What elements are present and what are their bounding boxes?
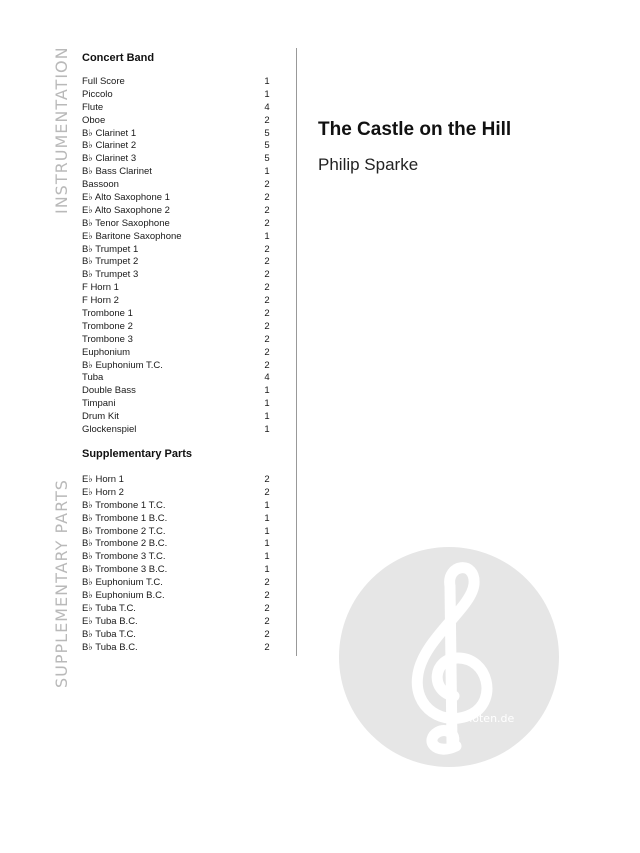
- part-row: [82, 244, 272, 257]
- part-name: B♭ Trombone 3 B.C.: [82, 564, 168, 576]
- part-row: [82, 424, 272, 437]
- part-count: 1: [264, 525, 270, 537]
- part-count: 2: [264, 346, 270, 358]
- part-row: [82, 231, 272, 244]
- part-count: 2: [264, 474, 270, 485]
- part-name: Trombone 3: [82, 333, 133, 345]
- part-row: [82, 360, 272, 373]
- part-count: 1: [264, 411, 270, 423]
- part-name: B♭ Clarinet 2: [82, 140, 137, 152]
- part-count: 4: [264, 372, 270, 384]
- composer-name: Philip Sparke: [318, 155, 419, 174]
- part-row: [82, 347, 272, 360]
- part-count: 2: [264, 615, 270, 627]
- part-count: 5: [264, 140, 270, 152]
- part-count: 1: [264, 551, 270, 563]
- part-count: 2: [264, 590, 270, 602]
- column-divider: [296, 48, 297, 656]
- part-name: B♭ Trombone 1 T.C.: [82, 499, 166, 511]
- part-count: 2: [264, 320, 270, 332]
- part-name: B♭ Euphonium T.C.: [82, 577, 163, 589]
- part-row: [82, 192, 272, 205]
- part-count: 2: [264, 577, 270, 589]
- part-row: [82, 205, 272, 218]
- part-row: [82, 616, 272, 629]
- part-row: [82, 629, 272, 642]
- part-name: B♭ Tenor Saxophone: [82, 217, 170, 229]
- part-name: Oboe: [82, 114, 106, 126]
- part-count: 1: [264, 564, 270, 576]
- part-name: E♭ Tuba T.C.: [82, 602, 136, 614]
- part-row: [82, 295, 272, 308]
- part-name: Glockenspiel: [82, 424, 137, 436]
- part-row: [82, 642, 272, 655]
- part-name: B♭ Tuba T.C.: [82, 628, 136, 640]
- part-name: B♭ Tuba B.C.: [82, 641, 138, 653]
- part-row: [82, 474, 272, 487]
- part-name: Piccolo: [82, 88, 113, 100]
- part-count: 2: [264, 204, 270, 216]
- part-row: [82, 411, 272, 424]
- part-row: [82, 153, 272, 166]
- instrumentation-side-label: INSTRUMENTATION: [52, 46, 71, 214]
- part-row: [82, 551, 272, 564]
- part-name: B♭ Trumpet 1: [82, 243, 139, 255]
- part-count: 2: [264, 602, 270, 614]
- part-name: B♭ Trombone 1 B.C.: [82, 512, 168, 524]
- part-row: [82, 577, 272, 590]
- part-count: 2: [264, 486, 270, 498]
- supplementary-parts-heading: Supplementary Parts: [82, 448, 193, 460]
- part-count: 2: [264, 179, 270, 191]
- part-row: [82, 102, 272, 115]
- part-row: [82, 128, 272, 141]
- part-name: B♭ Bass Clarinet: [82, 166, 152, 178]
- part-row: [82, 500, 272, 513]
- part-row: [82, 334, 272, 347]
- part-count: 1: [264, 230, 270, 242]
- part-row: [82, 487, 272, 500]
- part-row: [82, 372, 272, 385]
- part-name: B♭ Trombone 2 B.C.: [82, 538, 168, 550]
- part-row: [82, 166, 272, 179]
- part-name: Drum Kit: [82, 411, 119, 423]
- part-count: 2: [264, 308, 270, 320]
- part-name: F Horn 2: [82, 295, 119, 307]
- part-count: 2: [264, 243, 270, 255]
- part-count: 2: [264, 282, 270, 294]
- part-name: Timpani: [82, 398, 116, 410]
- part-count: 4: [264, 101, 270, 113]
- part-name: Euphonium: [82, 346, 131, 358]
- part-count: 1: [264, 538, 270, 550]
- part-count: 2: [264, 114, 270, 126]
- part-row: [82, 76, 272, 89]
- part-name: Trombone 2: [82, 320, 133, 332]
- part-name: F Horn 1: [82, 282, 119, 294]
- part-name: B♭ Euphonium B.C.: [82, 590, 165, 602]
- part-count: 1: [264, 385, 270, 397]
- treble-clef-icon: [338, 546, 560, 768]
- part-row: [82, 603, 272, 616]
- part-count: 5: [264, 127, 270, 139]
- part-row: [82, 282, 272, 295]
- part-count: 2: [264, 217, 270, 229]
- part-name: B♭ Trombone 3 T.C.: [82, 551, 166, 563]
- part-count: 1: [264, 166, 270, 178]
- part-row: [82, 513, 272, 526]
- part-row: [82, 398, 272, 411]
- part-row: [82, 269, 272, 282]
- part-count: 2: [264, 256, 270, 268]
- part-count: 2: [264, 295, 270, 307]
- part-row: [82, 115, 272, 128]
- part-row: [82, 89, 272, 102]
- part-row: [82, 140, 272, 153]
- part-count: 1: [264, 512, 270, 524]
- part-row: [82, 590, 272, 603]
- supplementary-part-list: [82, 474, 272, 654]
- part-count: 2: [264, 359, 270, 371]
- part-name: B♭ Trombone 2 T.C.: [82, 525, 166, 537]
- part-row: [82, 308, 272, 321]
- part-row: [82, 538, 272, 551]
- part-count: 2: [264, 269, 270, 281]
- part-name: B♭ Euphonium T.C.: [82, 359, 163, 371]
- piece-title: The Castle on the Hill: [318, 119, 512, 140]
- concert-band-heading: Concert Band: [82, 52, 155, 64]
- part-row: [82, 385, 272, 398]
- part-name: E♭ Alto Saxophone 2: [82, 204, 170, 216]
- part-row: [82, 321, 272, 334]
- part-count: 2: [264, 333, 270, 345]
- part-count: 2: [264, 192, 270, 204]
- part-name: Double Bass: [82, 385, 136, 397]
- part-name: E♭ Horn 2: [82, 486, 124, 498]
- watermark-text: alle-noten.de: [441, 712, 515, 725]
- part-count: 5: [264, 153, 270, 165]
- part-name: E♭ Alto Saxophone 1: [82, 192, 170, 204]
- part-name: Trombone 1: [82, 308, 133, 320]
- part-name: E♭ Horn 1: [82, 474, 124, 485]
- part-name: E♭ Baritone Saxophone: [82, 230, 182, 242]
- part-name: Bassoon: [82, 179, 119, 191]
- part-count: 1: [264, 499, 270, 511]
- part-name: Full Score: [82, 76, 125, 87]
- part-name: E♭ Tuba B.C.: [82, 615, 138, 627]
- part-name: Flute: [82, 101, 104, 113]
- part-row: [82, 526, 272, 539]
- watermark-logo: [338, 546, 560, 768]
- part-row: [82, 218, 272, 231]
- part-name: Tuba: [82, 372, 104, 384]
- concert-band-part-list: [82, 76, 272, 437]
- part-count: 1: [264, 88, 270, 100]
- part-count: 2: [264, 641, 270, 653]
- part-count: 1: [264, 424, 270, 436]
- part-count: 2: [264, 628, 270, 640]
- part-name: B♭ Clarinet 3: [82, 153, 137, 165]
- part-count: 1: [264, 398, 270, 410]
- part-count: 1: [264, 76, 270, 87]
- part-name: B♭ Trumpet 3: [82, 269, 139, 281]
- part-row: [82, 256, 272, 269]
- supplementary-parts-side-label: SUPPLEMENTARY PARTS: [52, 479, 71, 688]
- part-name: B♭ Trumpet 2: [82, 256, 139, 268]
- part-name: B♭ Clarinet 1: [82, 127, 137, 139]
- part-row: [82, 179, 272, 192]
- part-row: [82, 564, 272, 577]
